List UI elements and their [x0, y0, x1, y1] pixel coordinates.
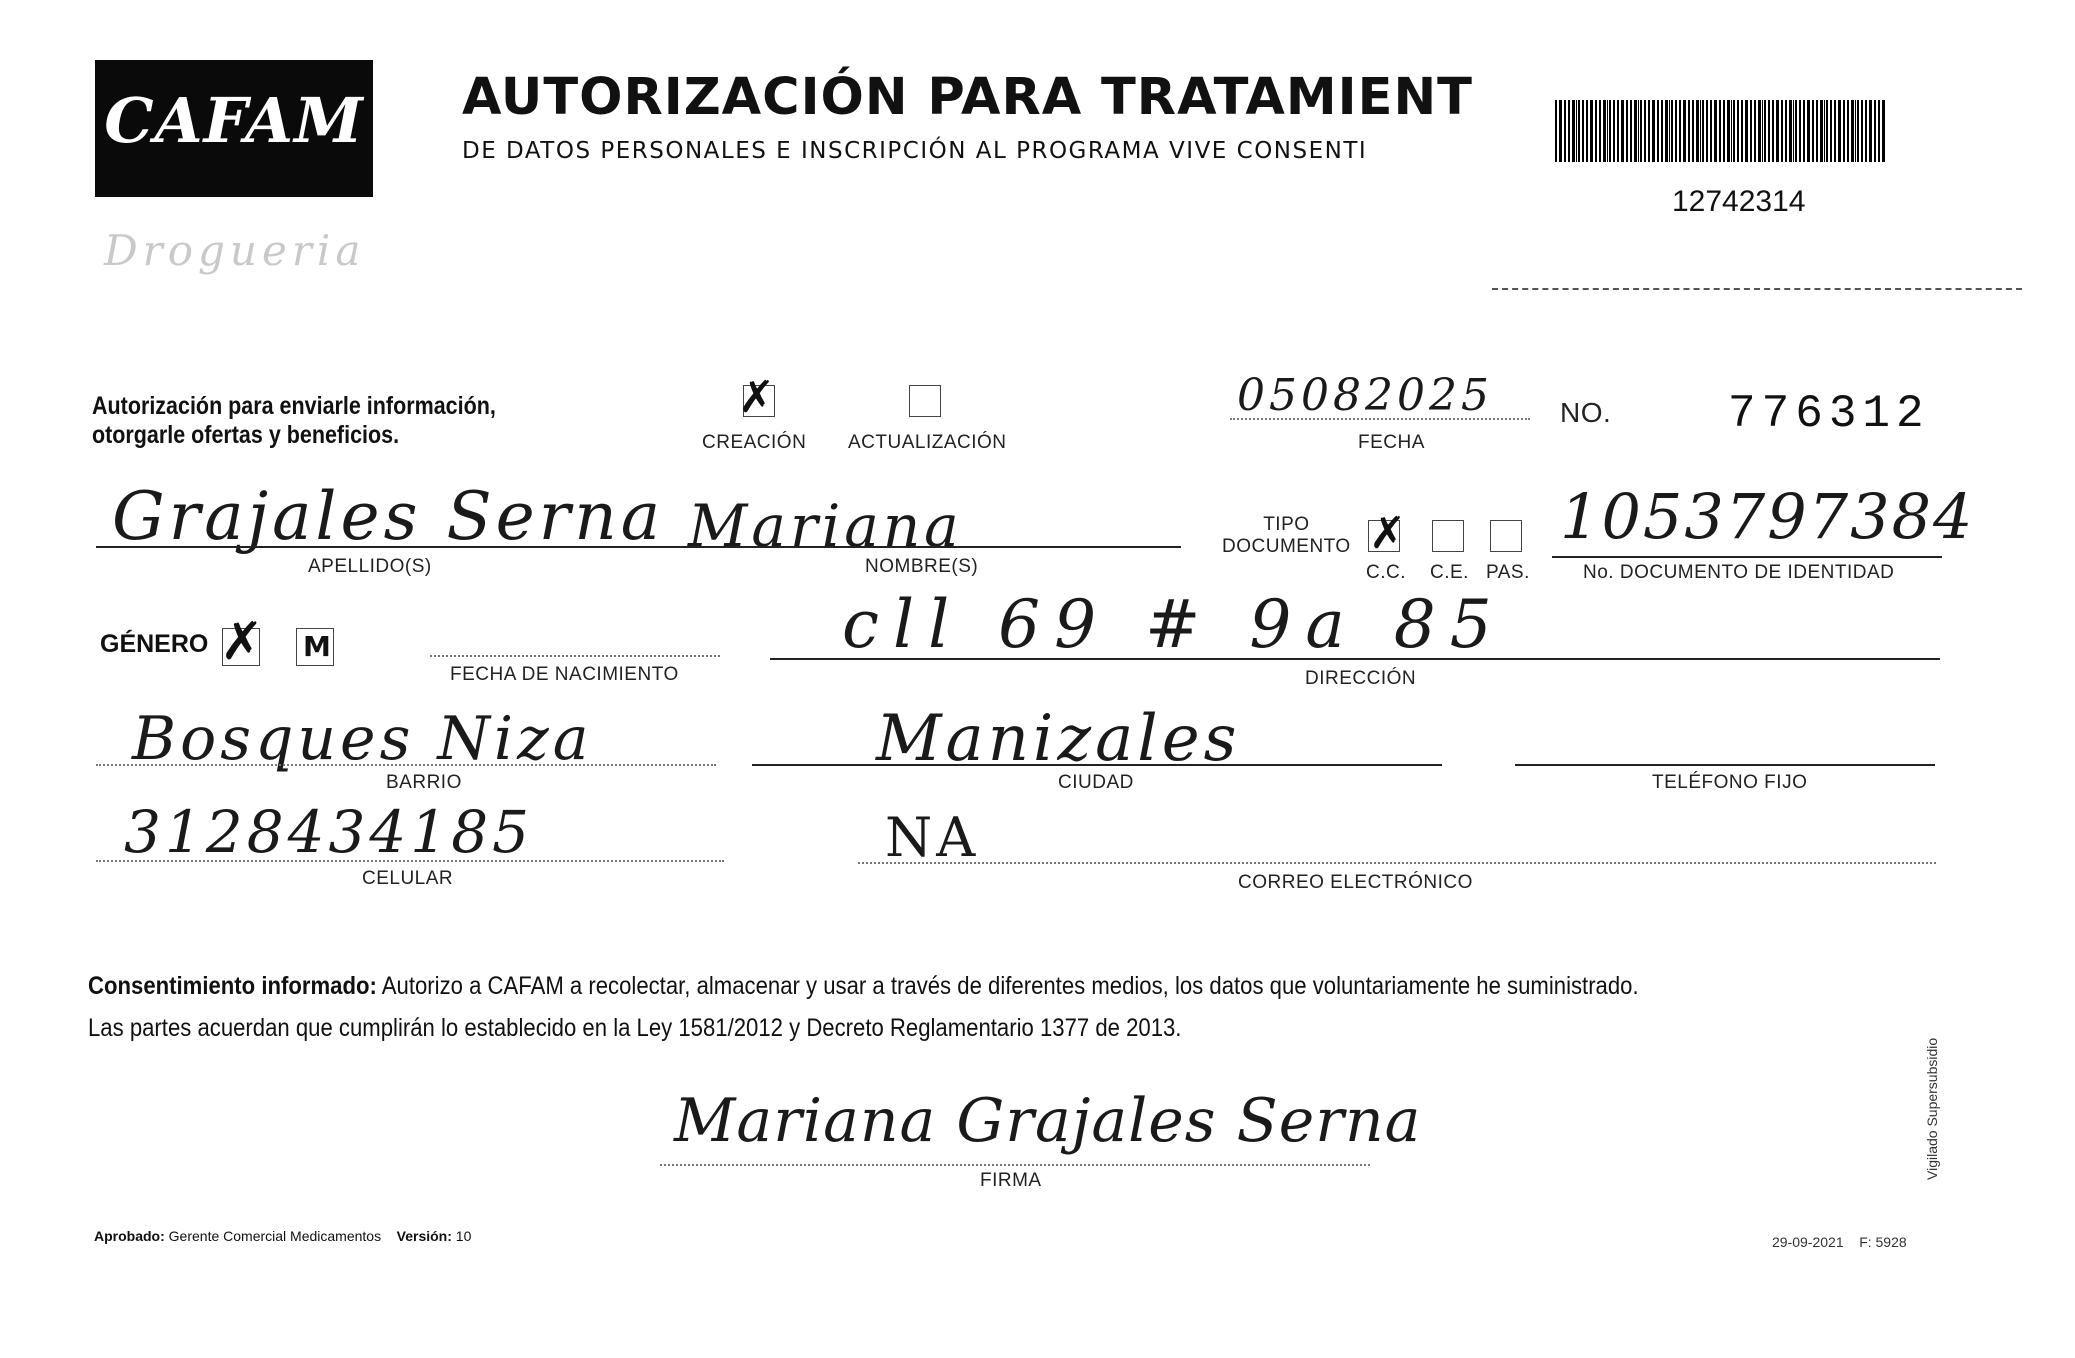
- barcode-bar: [1803, 100, 1805, 162]
- barcode-bar: [1820, 100, 1823, 162]
- celular-line: [96, 860, 724, 862]
- barcode-bar: [1772, 100, 1774, 162]
- barcode-bar: [1586, 100, 1588, 162]
- barcode-bar: [1630, 100, 1632, 162]
- barcode-bar: [1683, 100, 1686, 162]
- barcode-bar: [1727, 100, 1730, 162]
- documento-value: 1053797384: [1560, 480, 1975, 553]
- creacion-label: CREACIÓN: [702, 432, 807, 453]
- barcode-bar: [1578, 100, 1580, 162]
- form-title: AUTORIZACIÓN PARA TRATAMIENT: [462, 68, 1473, 127]
- barcode-bar: [1652, 100, 1655, 162]
- direccion-line: [770, 658, 1940, 660]
- barcode-bar: [1799, 100, 1801, 162]
- barcode: [1555, 100, 1885, 162]
- cc-check-mark: ✗: [1369, 508, 1406, 559]
- barcode-bar: [1661, 100, 1663, 162]
- barcode-bar: [1785, 100, 1787, 162]
- fecha-label: FECHA: [1358, 432, 1425, 453]
- consent-line1: [88, 972, 1639, 1001]
- footer-code: F: 5928: [1859, 1234, 1907, 1250]
- authorization-line2: otorgarle ofertas y beneficios.: [92, 421, 400, 449]
- barcode-bar: [1706, 100, 1708, 162]
- barcode-bar: [1692, 100, 1694, 162]
- footer-date-code: [1772, 1234, 1907, 1250]
- barcode-bar: [1793, 100, 1794, 162]
- barcode-bar: [1741, 100, 1743, 162]
- barcode-bar: [1764, 100, 1766, 162]
- barcode-bar: [1719, 100, 1721, 162]
- barcode-bar: [1781, 100, 1783, 162]
- barcode-bar: [1865, 100, 1867, 162]
- barcode-bar: [1590, 100, 1593, 162]
- barcode-bar: [1816, 100, 1818, 162]
- footer-date: 29-09-2021: [1772, 1234, 1844, 1250]
- barcode-bar: [1634, 100, 1637, 162]
- barcode-bar: [1564, 100, 1566, 162]
- documento-line: [1552, 556, 1942, 558]
- barcode-bar: [1665, 100, 1668, 162]
- barcode-bar: [1731, 100, 1732, 162]
- correo-line: [858, 862, 1936, 864]
- tipo-documento-label: [1222, 514, 1351, 558]
- header-rule: [1492, 288, 2022, 290]
- celular-label: CELULAR: [362, 868, 454, 889]
- barcode-bar: [1657, 100, 1659, 162]
- barcode-bar: [1795, 100, 1797, 162]
- barcode-bar: [1671, 100, 1673, 162]
- no-label: NO.: [1560, 397, 1612, 428]
- logo-text: CAFAM: [104, 84, 364, 157]
- signature-line: [660, 1164, 1370, 1166]
- barcode-bar: [1675, 100, 1677, 162]
- fecha-line: [1230, 418, 1530, 420]
- barcode-bar: [1648, 100, 1650, 162]
- barcode-bar: [1626, 100, 1628, 162]
- correo-value: NA: [885, 806, 980, 869]
- consent-line2: Las partes acuerdan que cumplirán lo establecido en la Ley 1581/2012 y Decreto Reglamentario 1377 de 2013.: [88, 1014, 1182, 1042]
- pas-label: PAS.: [1486, 562, 1530, 583]
- barcode-bar: [1555, 100, 1557, 162]
- barcode-bar: [1847, 100, 1849, 162]
- barcode-bar: [1750, 100, 1752, 162]
- barcode-bar: [1568, 100, 1570, 162]
- telefono-label: TELÉFONO FIJO: [1652, 772, 1808, 793]
- barcode-bar: [1576, 100, 1577, 162]
- barcode-bar: [1559, 100, 1562, 162]
- barcode-bar: [1669, 100, 1670, 162]
- genero-m-letter: M: [303, 630, 331, 663]
- barcode-bar: [1855, 100, 1856, 162]
- ciudad-line: [752, 764, 1442, 766]
- direccion-label: DIRECCIÓN: [1305, 668, 1417, 689]
- fecha-nacimiento-line: [430, 655, 720, 657]
- correo-label: CORREO ELECTRÓNICO: [1238, 872, 1473, 893]
- ce-label: C.E.: [1430, 562, 1469, 583]
- apellidos-label: APELLIDO(S): [308, 556, 432, 577]
- barcode-bar: [1737, 100, 1739, 162]
- barcode-bar: [1754, 100, 1756, 162]
- barcode-bar: [1607, 100, 1608, 162]
- documento-label: No. DOCUMENTO DE IDENTIDAD: [1583, 562, 1895, 583]
- barcode-bar: [1710, 100, 1712, 162]
- fecha-nacimiento-label: FECHA DE NACIMIENTO: [450, 664, 679, 685]
- actualizacion-label: ACTUALIZACIÓN: [848, 432, 1007, 453]
- barcode-bar: [1758, 100, 1761, 162]
- barcode-bar: [1640, 100, 1642, 162]
- footer-approval: [94, 1228, 471, 1244]
- aprobado-value: Gerente Comercial Medicamentos: [168, 1228, 382, 1244]
- barcode-bar: [1826, 100, 1828, 162]
- barcode-bar: [1700, 100, 1701, 162]
- documento-label: DOCUMENTO: [1222, 536, 1351, 557]
- authorization-line1: Autorización para enviarle información,: [92, 392, 496, 420]
- creacion-check-mark: ✗: [738, 372, 775, 423]
- barcode-bar: [1789, 100, 1792, 162]
- barcode-bar: [1768, 100, 1770, 162]
- barcode-bar: [1878, 100, 1880, 162]
- actualizacion-checkbox[interactable]: [909, 385, 941, 417]
- barrio-line: [96, 764, 716, 766]
- barcode-bar: [1838, 100, 1841, 162]
- barcode-bar: [1702, 100, 1704, 162]
- nombres-label: NOMBRE(S): [865, 556, 979, 577]
- genero-label: GÉNERO: [100, 630, 209, 658]
- barcode-bar: [1613, 100, 1615, 162]
- form-subtitle: DE DATOS PERSONALES E INSCRIPCIÓN AL PROGRAMA VIVE CONSENTI: [462, 138, 1368, 164]
- barcode-bar: [1861, 100, 1863, 162]
- fecha-value: 05082025: [1237, 370, 1493, 421]
- barcode-bar: [1723, 100, 1725, 162]
- version-label: Versión:: [396, 1228, 452, 1244]
- ciudad-value: Manizales: [876, 702, 1241, 776]
- barcode-bar: [1851, 100, 1854, 162]
- barrio-value: Bosques Niza: [132, 704, 593, 774]
- barcode-bar: [1857, 100, 1859, 162]
- pas-checkbox[interactable]: [1490, 520, 1522, 552]
- no-value: 776312: [1728, 388, 1930, 440]
- authorization-text: [92, 392, 496, 450]
- ciudad-label: CIUDAD: [1058, 772, 1134, 793]
- consent-text1: Autorizo a CAFAM a recolectar, almacenar y usar a través de diferentes medios, los datos que voluntariamente he suministrado.: [376, 972, 1639, 1000]
- barcode-bar: [1599, 100, 1601, 162]
- logo-subtext: Drogueria: [104, 226, 366, 275]
- ce-checkbox[interactable]: [1432, 520, 1464, 552]
- barrio-label: BARRIO: [386, 772, 462, 793]
- barcode-bar: [1644, 100, 1646, 162]
- barcode-bar: [1812, 100, 1814, 162]
- barcode-bar: [1843, 100, 1845, 162]
- barcode-bar: [1609, 100, 1611, 162]
- genero-f-check-mark: ✗: [220, 612, 264, 672]
- barcode-bar: [1603, 100, 1606, 162]
- barcode-bar: [1572, 100, 1575, 162]
- barcode-bar: [1696, 100, 1699, 162]
- telefono-line: [1515, 764, 1935, 766]
- cafam-logo: [95, 60, 373, 197]
- direccion-value: cll 69 # 9a 85: [842, 586, 1506, 663]
- tipo-label: TIPO: [1263, 514, 1310, 535]
- name-line: [96, 546, 1181, 548]
- barcode-bar: [1679, 100, 1681, 162]
- barcode-bar: [1617, 100, 1619, 162]
- barcode-bar: [1834, 100, 1836, 162]
- signature-label: FIRMA: [980, 1170, 1042, 1191]
- cc-label: C.C.: [1366, 562, 1406, 583]
- barcode-bar: [1745, 100, 1748, 162]
- barcode-bar: [1869, 100, 1872, 162]
- barcode-bar: [1830, 100, 1832, 162]
- barcode-bar: [1762, 100, 1763, 162]
- barcode-bar: [1595, 100, 1597, 162]
- version-value: 10: [455, 1228, 472, 1244]
- barcode-bar: [1807, 100, 1810, 162]
- barcode-bar: [1714, 100, 1717, 162]
- barcode-bar: [1582, 100, 1584, 162]
- vigilado-side-text: Vigilado Supersubsidio: [1924, 1037, 1940, 1180]
- apellidos-value: Grajales Serna: [112, 478, 665, 555]
- celular-value: 3128434185: [124, 798, 534, 866]
- barcode-bar: [1776, 100, 1779, 162]
- aprobado-label: Aprobado:: [94, 1228, 165, 1244]
- consent-bold: Consentimiento informado:: [88, 972, 377, 1000]
- nombres-value: Mariana: [688, 492, 963, 560]
- barcode-bar: [1733, 100, 1735, 162]
- signature-value: Mariana Grajales Serna: [674, 1086, 1422, 1156]
- barcode-number: 12742314: [1672, 185, 1806, 218]
- barcode-bar: [1638, 100, 1639, 162]
- barcode-bar: [1882, 100, 1885, 162]
- barcode-bar: [1824, 100, 1825, 162]
- barcode-bar: [1874, 100, 1876, 162]
- barcode-bar: [1688, 100, 1690, 162]
- barcode-bar: [1621, 100, 1624, 162]
